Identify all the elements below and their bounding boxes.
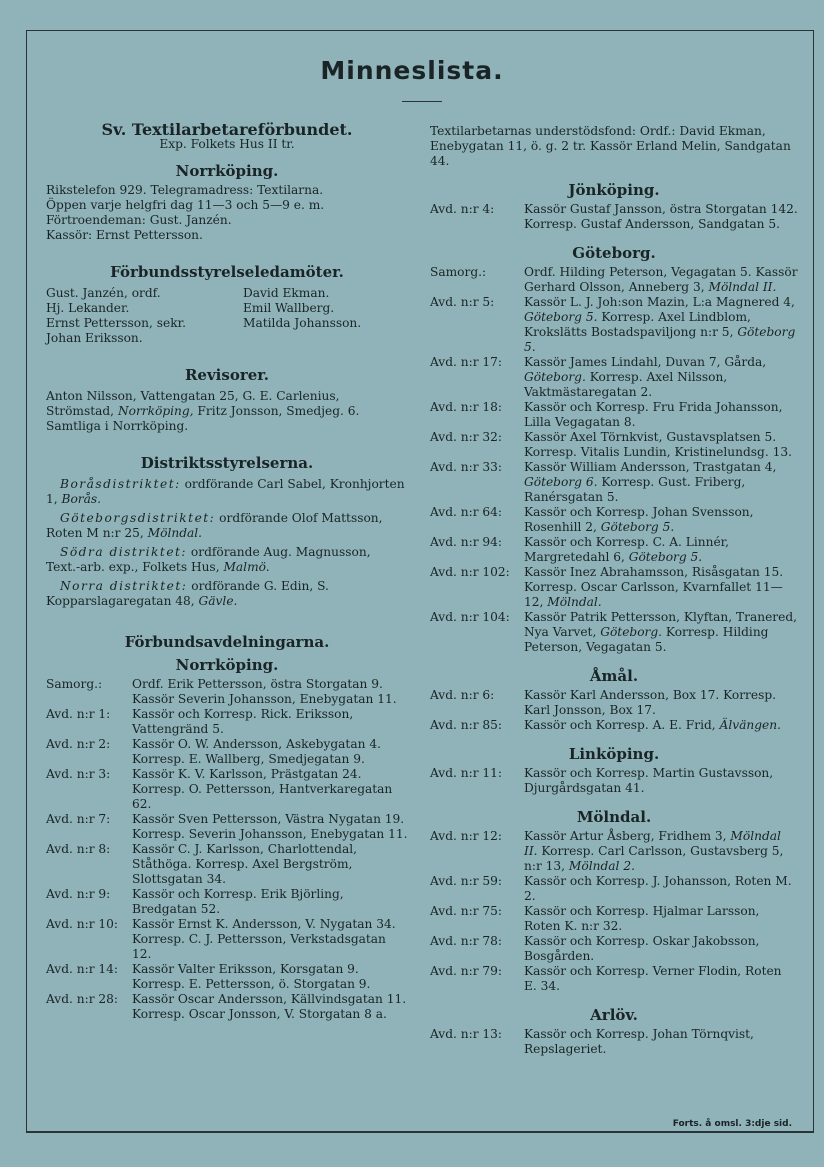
continued-note: Forts. å omsl. 3:dje sid. [672, 1119, 792, 1129]
info-line: Förtroendeman: Gust. Janzén. [46, 213, 232, 227]
branch-entry: Avd. n:r 33: Kassör William Andersson, Trastgatan 4, Göteborg 6. Korresp. Gust. Friberg, Ranérsgatan 5. [430, 460, 777, 504]
org-heading: Sv. Textilarbetareförbundet. [101, 120, 353, 139]
auditors-text: Anton Nilsson, Vattengatan 25, G. E. Carlenius, Strömstad, Norrköping, Fritz Jonsson, Smedjeg. 6. Samtliga i Norrköping. [46, 389, 360, 433]
branch-entry: Avd. n:r 9: Kassör och Korresp. Erik Björling, Bredgatan 52. [46, 887, 344, 916]
branches-heading: Förbundsavdelningarna. [124, 633, 330, 651]
auditors-heading: Revisorer. [184, 366, 270, 384]
branch-city-heading: Norrköping. [175, 656, 279, 674]
branch-entry: Samorg.: Ordf. Erik Pettersson, östra Storgatan 9. Kassör Severin Johansson, Enebygatan 11. [46, 677, 397, 706]
linkoping-heading: Linköping. [568, 745, 660, 763]
branch-entry: Avd. n:r 6: Kassör Karl Andersson, Box 17. Korresp. Karl Jonsson, Box 17. [430, 688, 777, 717]
branch-entry: Avd. n:r 32: Kassör Axel Törnkvist, Gustavsplatsen 5. Korresp. Vitalis Lundin, Kristinelundsg. 13. [430, 430, 792, 459]
board-member: Johan Eriksson. [46, 331, 143, 345]
branch-entry: Avd. n:r 59: Kassör och Korresp. J. Johansson, Roten M. 2. [430, 874, 792, 903]
amal-heading: Åmål. [589, 667, 639, 685]
board-member: Gust. Janzén, ordf. [46, 286, 161, 300]
branch-entry: Avd. n:r 2: Kassör O. W. Andersson, Askebygatan 4. Korresp. E. Wallberg, Smedjegatan 9. [46, 737, 381, 766]
branch-entry: Avd. n:r 14: Kassör Valter Eriksson, Korsgatan 9. Korresp. E. Pettersson, ö. Storgatan 9. [46, 962, 371, 991]
goteborg-heading: Göteborg. [572, 244, 656, 262]
jonkoping-heading: Jönköping. [568, 181, 660, 199]
branch-entry: Avd. n:r 3: Kassör K. V. Karlsson, Prästgatan 24. Korresp. O. Pettersson, Hantverkaregatan 62. [46, 767, 393, 811]
branch-entry: Avd. n:r 17: Kassör James Lindahl, Duvan 7, Gårda, Göteborg. Korresp. Axel Nilsson, Vaktmästaregatan 2. [430, 355, 767, 399]
district-item: Boråsdistriktet: ordförande Carl Sabel, Kronhjorten 1, Borås. [46, 477, 405, 506]
board-member: David Ekman. [243, 286, 330, 300]
branch-entry: Avd. n:r 18: Kassör och Korresp. Fru Frida Johansson, Lilla Vegagatan 8. [430, 400, 783, 429]
branch-entry: Avd. n:r 4: Kassör Gustaf Jansson, östra Storgatan 142. Korresp. Gustaf Andersson, Sandgatan 5. [430, 202, 798, 231]
branch-entry: Avd. n:r 75: Kassör och Korresp. Hjalmar Larsson, Roten K. n:r 32. [430, 904, 760, 933]
branch-entry: Avd. n:r 1: Kassör och Korresp. Rick. Eriksson, Vattengränd 5. [46, 707, 354, 736]
branch-entry: Avd. n:r 28: Kassör Oscar Andersson, Källvindsgatan 11. Korresp. Oscar Jonsson, V. Storgatan 8 a. [46, 992, 407, 1021]
branch-entry: Avd. n:r 102: Kassör Inez Abrahamsson, Risåsgatan 15. Korresp. Oscar Carlsson, Kvarnfallet 11—12, Mölndal. [430, 565, 784, 609]
board-list [46, 286, 408, 346]
branch-entry: Avd. n:r 11: Kassör och Korresp. Martin Gustavsson, Djurgårdsgatan 41. [430, 766, 774, 795]
org-exp: Exp. Folkets Hus II tr. [159, 137, 295, 151]
fund-text: Textilarbetarnas understödsfond: Ordf.: David Ekman, Enebygatan 11, ö. g. 2 tr. Kassör Erland Melin, Sandgatan 44. [430, 124, 791, 168]
title-divider [402, 101, 442, 102]
branch-entry: Avd. n:r 85: Kassör och Korresp. A. E. Frid, Älvängen. [430, 718, 781, 732]
branch-entry: Avd. n:r 8: Kassör C. J. Karlsson, Charlottendal, Ståthöga. Korresp. Axel Bergström, Slottsgatan 34. [46, 842, 357, 886]
branch-entry: Avd. n:r 5: Kassör L. J. Joh:son Mazin, L:a Magnered 4, Göteborg 5. Korresp. Axel Lindblom, Krokslätts Bostadspaviljong n:r 5, Göteborg 5. [430, 295, 796, 354]
branch-entry: Avd. n:r 94: Kassör och Korresp. C. A. Linnér, Margretedahl 6, Göteborg 5. [430, 535, 730, 564]
board-member: Hj. Lekander. [46, 301, 130, 315]
districts-heading: Distriktsstyrelserna. [140, 454, 314, 472]
district-item: Göteborgsdistriktet: ordförande Olof Mattsson, Roten M n:r 25, Mölndal. [46, 511, 383, 540]
info-line: Rikstelefon 929. Telegramadress: Textilarna. [46, 183, 324, 197]
branch-entry: Avd. n:r 79: Kassör och Korresp. Verner Flodin, Roten E. 34. [430, 964, 782, 993]
branch-entry: Avd. n:r 13: Kassör och Korresp. Johan Törnqvist, Repslageriet. [430, 1027, 754, 1056]
branch-entry: Avd. n:r 104: Kassör Patrik Pettersson, Klyftan, Tranered, Nya Varvet, Göteborg. Korresp. Hilding Peterson, Vegagatan 5. [430, 610, 798, 654]
branch-entry: Samorg.: Ordf. Hilding Peterson, Vegagatan 5. Kassör Gerhard Olsson, Anneberg 3, Mölndal II. [430, 265, 798, 294]
branch-entry: Avd. n:r 7: Kassör Sven Pettersson, Västra Nygatan 19. Korresp. Severin Johansson, Enebygatan 11. [46, 812, 408, 841]
branch-entry: Avd. n:r 64: Kassör och Korresp. Johan Svensson, Rosenhill 2, Göteborg 5. [430, 505, 754, 534]
branch-entry: Avd. n:r 10: Kassör Ernst K. Andersson, V. Nygatan 34. Korresp. C. J. Pettersson, Verkstadsgatan 12. [46, 917, 396, 961]
city-heading: Norrköping. [175, 162, 279, 180]
district-item: Södra distriktet: ordförande Aug. Magnusson, Text.-arb. exp., Folkets Hus, Malmö. [46, 545, 371, 574]
branch-entry: Avd. n:r 78: Kassör och Korresp. Oskar Jakobsson, Bosgården. [430, 934, 760, 963]
board-heading: Förbundsstyrelseledamöter. [110, 263, 344, 281]
branch-entry: Avd. n:r 12: Kassör Artur Åsberg, Fridhem 3, Mölndal II. Korresp. Carl Carlsson, Gustavsberg 5, n:r 13, Mölndal 2. [430, 829, 784, 873]
district-item: Norra distriktet: ordförande G. Edin, S. Kopparslagaregatan 48, Gävle. [46, 579, 329, 608]
board-member: Matilda Johansson. [243, 316, 362, 330]
molndal-heading: Mölndal. [576, 808, 652, 826]
info-line: Öppen varje helgfri dag 11—3 och 5—9 e. m. [46, 198, 325, 212]
bottom-rule [26, 1131, 814, 1133]
board-member: Ernst Pettersson, sekr. [46, 316, 186, 330]
board-member: Emil Wallberg. [243, 301, 335, 315]
info-line: Kassör: Ernst Pettersson. [46, 228, 203, 242]
left-column [46, 118, 408, 1022]
right-column [430, 124, 798, 1057]
arlov-heading: Arlöv. [590, 1006, 638, 1024]
page-title: Minneslista. [320, 56, 504, 85]
